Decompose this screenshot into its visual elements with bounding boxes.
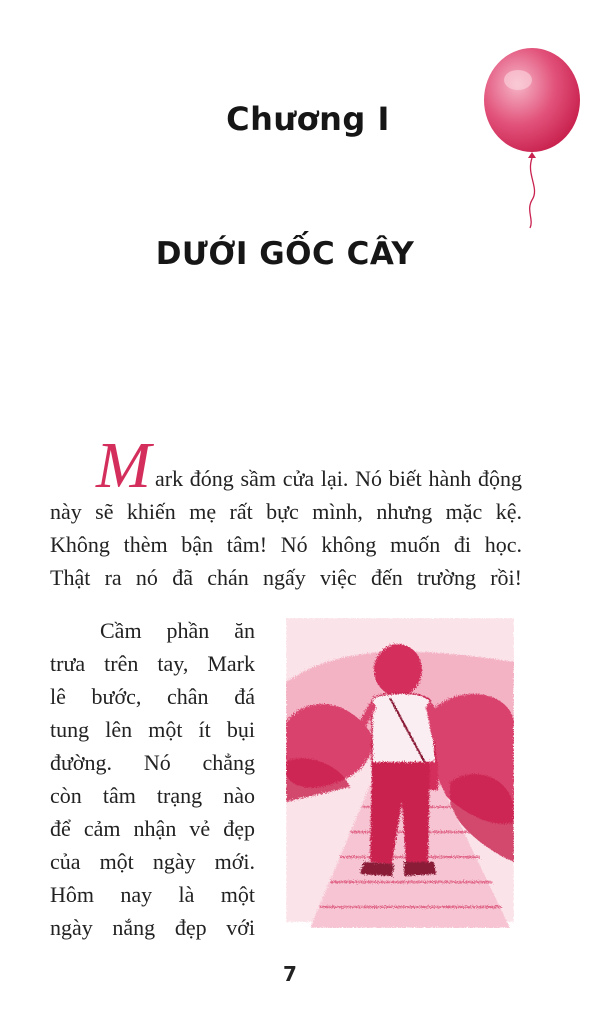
text-line: Cầm phần ăn <box>100 618 255 643</box>
text-line: đường. Nó chẳng <box>50 750 255 775</box>
drop-cap: M <box>96 429 151 502</box>
text-line: này sẽ khiến mẹ rất bực mình, nhưng mặc kệ. <box>50 499 522 524</box>
text-line: trưa trên tay, Mark <box>50 651 255 676</box>
text-line: Thật ra nó đã chán ngấy việc đến trường rồi! <box>50 565 522 590</box>
chapter-title: DƯỚI GỐC CÂY <box>155 236 415 272</box>
text-line: tung lên một ít bụi <box>50 717 255 742</box>
chapter-heading: Chương I <box>226 100 390 138</box>
text-line: ngày nắng đẹp với <box>50 915 255 940</box>
text-line: Không thèm bận tâm! Nó không muốn đi học. <box>50 532 522 557</box>
text-line: lê bước, chân đá <box>50 684 255 709</box>
paragraph-1 <box>50 429 522 594</box>
text-line: ark đóng sầm cửa lại. Nó biết hành động <box>154 466 522 491</box>
paragraph-2 <box>50 614 255 944</box>
text-line: của một ngày mới. <box>50 849 255 874</box>
page-number: 7 <box>283 962 297 986</box>
boy-walking-illustration <box>280 612 520 928</box>
text-line: để cảm nhận vẻ đẹp <box>50 816 255 841</box>
text-line: còn tâm trạng nào <box>50 783 255 808</box>
text-line: Hôm nay là một <box>50 882 255 907</box>
